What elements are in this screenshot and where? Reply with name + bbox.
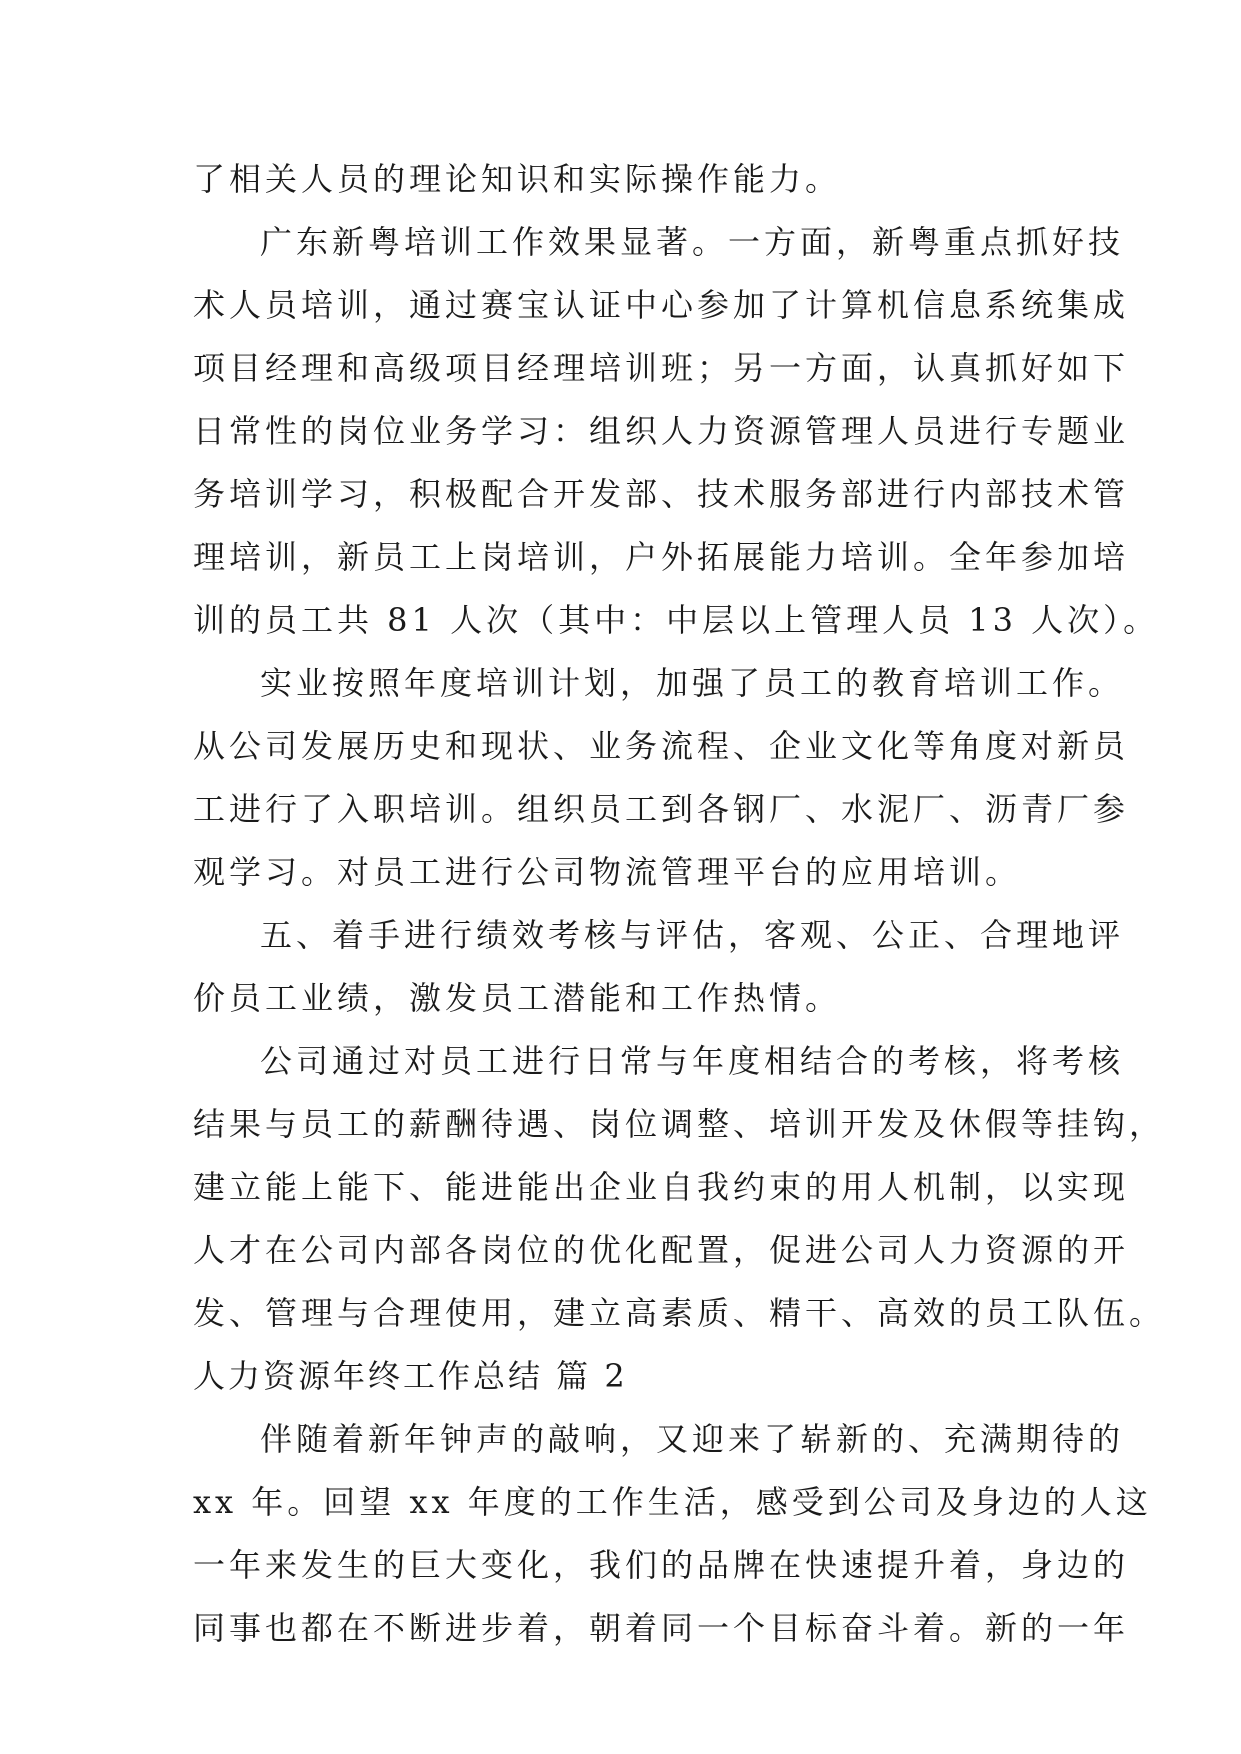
paragraph-first-line: 伴随着新年钟声的敲响，又迎来了崭新的、充满期待的 (260, 1420, 1125, 1458)
text-line: 术人员培训，通过赛宝认证中心参加了计算机信息系统集成 (193, 286, 1130, 324)
paragraph-first-line: 广东新粤培训工作效果显著。一方面，新粤重点抓好技 (260, 223, 1125, 261)
document-body (193, 148, 1166, 1660)
text-line: 价员工业绩，激发员工潜能和工作热情。 (193, 979, 842, 1017)
text-line: 观学习。对员工进行公司物流管理平台的应用培训。 (193, 853, 1022, 891)
text-line: 同事也都在不断进步着，朝着同一个目标奋斗着。新的一年 (193, 1609, 1130, 1647)
text-line: 训的员工共 81 人次（其中：中层以上管理人员 13 人次）。 (193, 601, 1160, 639)
text-line: 建立能上能下、能进能出企业自我约束的用人机制，以实现 (193, 1168, 1130, 1206)
article-heading: 人力资源年终工作总结 篇 2 (193, 1357, 628, 1395)
text-line: xx 年。回望 xx 年度的工作生活，感受到公司及身边的人这 (193, 1483, 1152, 1521)
text-line: 日常性的岗位业务学习：组织人力资源管理人员进行专题业 (193, 412, 1130, 450)
text-line: 发、管理与合理使用，建立高素质、精干、高效的员工队伍。 (193, 1294, 1166, 1332)
text-line: 务培训学习，积极配合开发部、技术服务部进行内部技术管 (193, 475, 1130, 513)
text-line: 工进行了入职培训。组织员工到各钢厂、水泥厂、沥青厂参 (193, 790, 1130, 828)
text-line: 了相关人员的理论知识和实际操作能力。 (193, 160, 842, 198)
text-line: 人才在公司内部各岗位的优化配置，促进公司人力资源的开 (193, 1231, 1130, 1269)
text-line: 结果与员工的薪酬待遇、岗位调整、培训开发及休假等挂钩， (193, 1105, 1166, 1143)
text-line: 项目经理和高级项目经理培训班；另一方面，认真抓好如下 (193, 349, 1130, 387)
text-line: 从公司发展历史和现状、业务流程、企业文化等角度对新员 (193, 727, 1130, 765)
section-heading-line: 五、着手进行绩效考核与评估，客观、公正、合理地评 (260, 916, 1125, 954)
text-line: 一年来发生的巨大变化，我们的品牌在快速提升着，身边的 (193, 1546, 1130, 1584)
paragraph-first-line: 实业按照年度培训计划，加强了员工的教育培训工作。 (260, 664, 1125, 702)
paragraph-first-line: 公司通过对员工进行日常与年度相结合的考核，将考核 (260, 1042, 1125, 1080)
text-line: 理培训，新员工上岗培训，户外拓展能力培训。全年参加培 (193, 538, 1130, 576)
